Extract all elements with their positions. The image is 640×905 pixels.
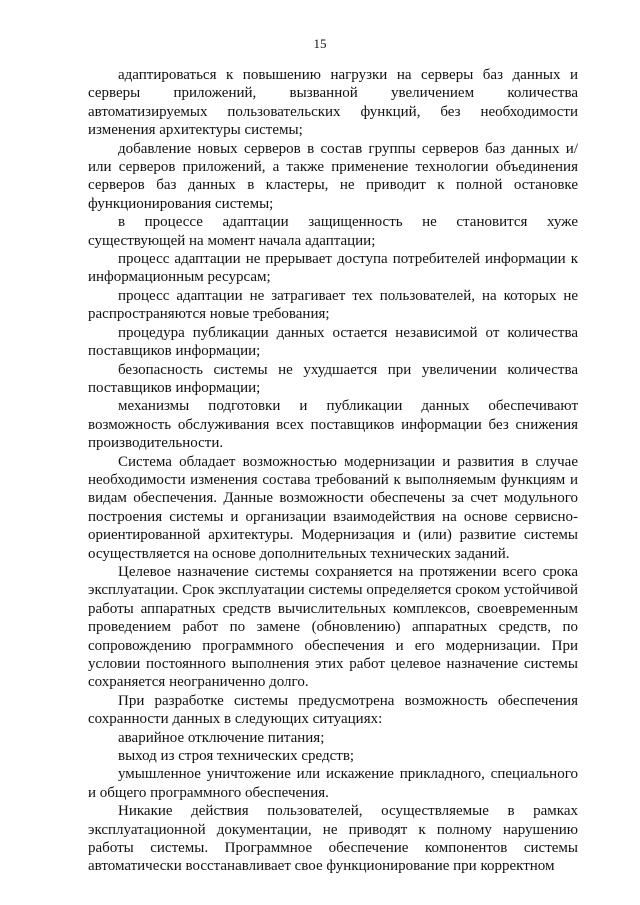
paragraph: Целевое назначение системы сохраняется на протяжении всего срока эксплуатации. Срок эксплуатации системы определяется сроком устойчивой работы аппаратных средств вычислительных комплексов, своевременным проведением работ по замене (обновлению) аппаратных средств, по сопровождению программного обеспечения и его модернизации. При условии постоянного выполнения этих работ целевое назначение системы сохраняется неограниченно долго. <box>88 563 578 691</box>
paragraph: умышленное уничтожение или искажение прикладного, специального и общего программного обеспечения. <box>88 766 578 801</box>
paragraph: адаптироваться к повышению нагрузки на серверы баз данных и серверы приложений, вызванной увеличением количества автоматизируемых пользовательских функций, без необходимости изменения архитектуры системы; <box>88 67 578 139</box>
paragraph: процедура публикации данных остается независимой от количества поставщиков информации; <box>88 324 578 360</box>
paragraph: Никакие действия пользователей, осуществляемые в рамках эксплуатационной документации, не приводят к полному нарушению работы системы. Программное обеспечение компонентов системы автоматически восстанавливает свое функционирование при корректном <box>88 803 578 875</box>
paragraph: в процессе адаптации защищенность не становится хуже существующей на момент начала адаптации; <box>88 214 578 249</box>
page-number: 15 <box>313 36 327 51</box>
paragraph: аварийное отключение питания; <box>118 729 325 746</box>
paragraph: безопасность системы не ухудшается при увеличении количества поставщиков информации; <box>88 361 578 396</box>
paragraph: При разработке системы предусмотрена возможность обеспечения сохранности данных в следующих ситуациях: <box>88 692 578 728</box>
body-text <box>88 66 578 876</box>
paragraph: добавление новых серверов в состав группы серверов баз данных и/или серверов приложений, а также применение технологии объединения серверов баз данных в кластеры, не приводит к полной остановке функционирования системы; <box>88 140 578 212</box>
paragraph: процесс адаптации не прерывает доступа потребителей информации к информационным ресурсам; <box>88 251 578 286</box>
paragraph: механизмы подготовки и публикации данных обеспечивают возможность обслуживания всех поставщиков информации без снижения производительности. <box>88 398 578 452</box>
paragraph: Система обладает возможностью модернизации и развития в случае необходимости изменения состава требований к выполняемым функциям и видам обеспечения. Данные возможности обеспечены за счет модульного построения системы и организации взаимодействия на основе сервисно-ориентированной архитектуры. Модернизация и (или) развитие системы осуществляется на основе дополнительных технических заданий. <box>88 453 578 562</box>
paragraph: выход из строя технических средств; <box>118 748 355 765</box>
paragraph: процесс адаптации не затрагивает тех пользователей, на которых не распространяются новые требования; <box>88 287 578 323</box>
